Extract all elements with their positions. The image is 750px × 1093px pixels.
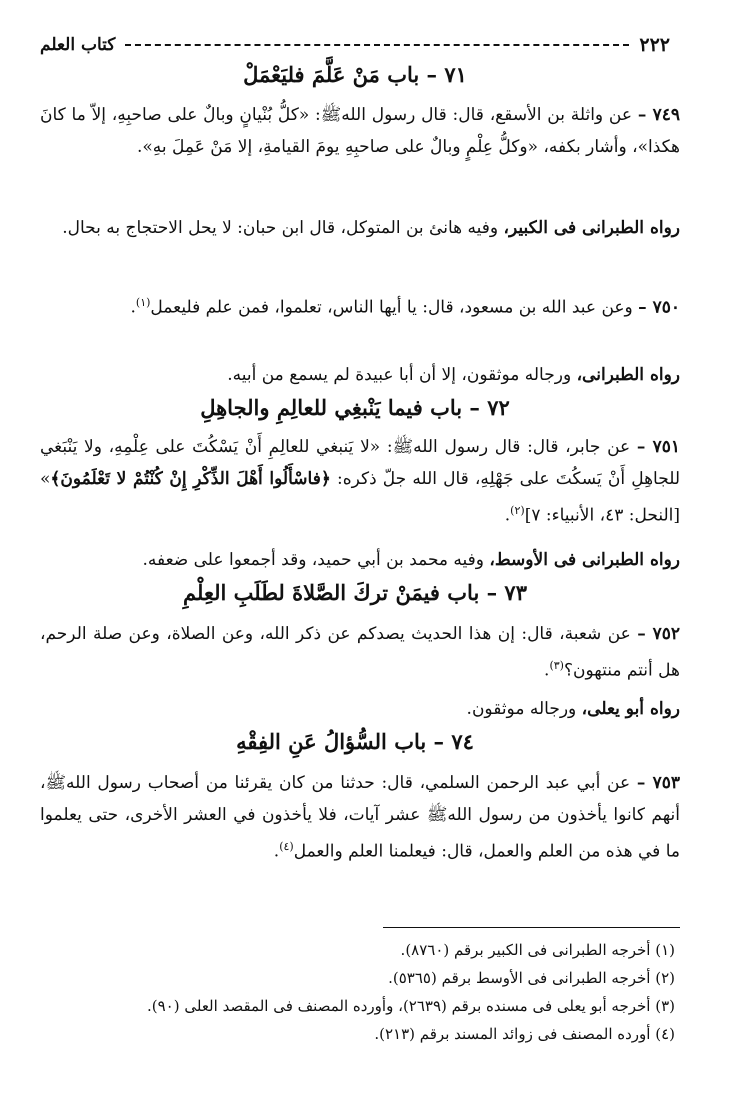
- narration-text: ورجاله موثقون.: [466, 699, 577, 719]
- chapter-heading-72: ٧٢ – باب فيما يَنْبغِي للعالِمِ والجاهِلِ: [200, 395, 510, 420]
- hadith-end: .: [273, 841, 280, 862]
- hadith-number: ٧٥٢ –: [637, 624, 681, 644]
- narration-source: رواه الطبرانى فى الكبير،: [503, 218, 680, 238]
- narration-note-752: [40, 693, 680, 725]
- chapter-heading-74: ٧٤ – باب السُّؤالُ عَنِ الفِقْهِ: [236, 729, 474, 754]
- narration-text: وفيه هانئ بن المتوكل، قال ابن حبان: لا يحل الاحتجاج به بحال.: [62, 218, 499, 238]
- hadith-number: ٧٥٣ –: [636, 773, 681, 793]
- hadith-752: [40, 618, 680, 687]
- hadith-end: .: [504, 505, 511, 526]
- hadith-text: وعن عبد الله بن مسعود، قال: يا أيها الناس، تعلموا، فمن علم فليعمل: [150, 297, 633, 318]
- footnote-ref: (٤): [279, 840, 294, 853]
- hadith-749: [40, 99, 680, 163]
- verse-reference: » [النحل: ٤٣، الأنبياء: ٧]: [40, 469, 680, 526]
- footnote-1: (١) أخرجه الطبرانى فى الكبير برقم (٨٧٦٠).: [400, 941, 675, 959]
- footnote-2: (٢) أخرجه الطبرانى فى الأوسط برقم (٥٣٦٥).: [388, 969, 675, 987]
- hadith-text: عن جابر، قال: قال رسول اللهﷺ: «لا يَنبغي للعالِمِ أَنْ يَسْكُتَ على عِلْمِهِ، ولا يَنْبَغي للجاهِلِ أَنْ يَسكُتَ على جَهْلِهِ، قال الله جلّ ذكره:: [40, 437, 681, 489]
- narration-source: رواه الطبرانى،: [576, 365, 680, 385]
- hadith-753: [40, 767, 680, 868]
- narration-source: رواه أبو يعلى،: [581, 699, 680, 719]
- narration-note-749: [40, 212, 680, 244]
- hadith-end: .: [130, 297, 136, 318]
- footnote-3: (٣) أخرجه أبو يعلى فى مسنده برقم (٢٦٣٩)، وأورده المصنف فى المقصد العلى (٩٠).: [146, 997, 675, 1015]
- hadith-end: .: [544, 660, 550, 681]
- header-rule: [125, 44, 629, 46]
- footnote-ref: (٢): [510, 504, 525, 517]
- page-header: [40, 28, 670, 62]
- narration-note-750: [40, 359, 680, 391]
- footnote-ref: (١): [135, 296, 151, 309]
- hadith-text: عن شعبة، قال: إن هذا الحديث يصدكم عن ذكر الله، وعن الصلاة، وعن صلة الرحم، هل أنتم منتهون؟: [40, 624, 680, 681]
- chapter-heading-71: ٧١ – باب مَنْ عَلَّمَ فليَعْمَلْ: [243, 62, 467, 87]
- hadith-number: ٧٥١ –: [636, 437, 680, 457]
- hadith-number: ٧٥٠ –: [638, 297, 680, 318]
- quran-verse: ﴿فاسْأَلُوا أَهْلَ الذِّكْرِ إِنْ كُنْتُمْ لا تَعْلَمُونَ﴾: [50, 469, 331, 489]
- narration-note-751: [40, 544, 680, 576]
- hadith-number: ٧٤٩ –: [637, 105, 681, 125]
- chapter-heading-73: ٧٣ – باب فيمَنْ تركَ الصَّلاةَ لطَلَبِ العِلْمِ: [183, 580, 527, 605]
- footnote-ref: (٣): [549, 659, 564, 672]
- narration-text: ورجاله موثقون، إلا أن أبا عبيدة لم يسمع من أبيه.: [227, 365, 572, 385]
- narration-source: رواه الطبرانى فى الأوسط،: [489, 550, 680, 570]
- page-number: ٢٢٢: [639, 34, 670, 56]
- hadith-751: [40, 431, 680, 532]
- narration-text: وفيه محمد بن أبي حميد، وقد أجمعوا على ضعفه.: [142, 550, 485, 570]
- footnote-4: (٤) أورده المصنف فى زوائد المسند برقم (٢١٣).: [374, 1025, 675, 1043]
- hadith-750: [40, 287, 680, 324]
- book-title: كتاب العلم: [40, 35, 116, 55]
- hadith-text: عن واثلة بن الأسقع، قال: قال رسول اللهﷺ: «كلُّ بُنْيانٍ وبالٌ على صاحبِهِ، إلاّ ما كانَ هكذا»، وأشار بكفه، «وكلُّ عِلْمٍ وبالٌ على صاحبِهِ يومَ القيامةِ، إلا مَنْ عَمِلَ بهِ».: [40, 105, 680, 157]
- footnote-separator: [383, 927, 680, 928]
- hadith-text: عن أبي عبد الرحمن السلمي، قال: حدثنا من كان يقرئنا من أصحاب رسول اللهﷺ، أنهم كانوا يأخذون من رسول اللهﷺ عشر آيات، فلا يأخذون في العشر الأخرى، حتى يعلموا ما في هذه من العلم والعمل، قال: فيعلمنا العلم والعمل: [40, 773, 680, 862]
